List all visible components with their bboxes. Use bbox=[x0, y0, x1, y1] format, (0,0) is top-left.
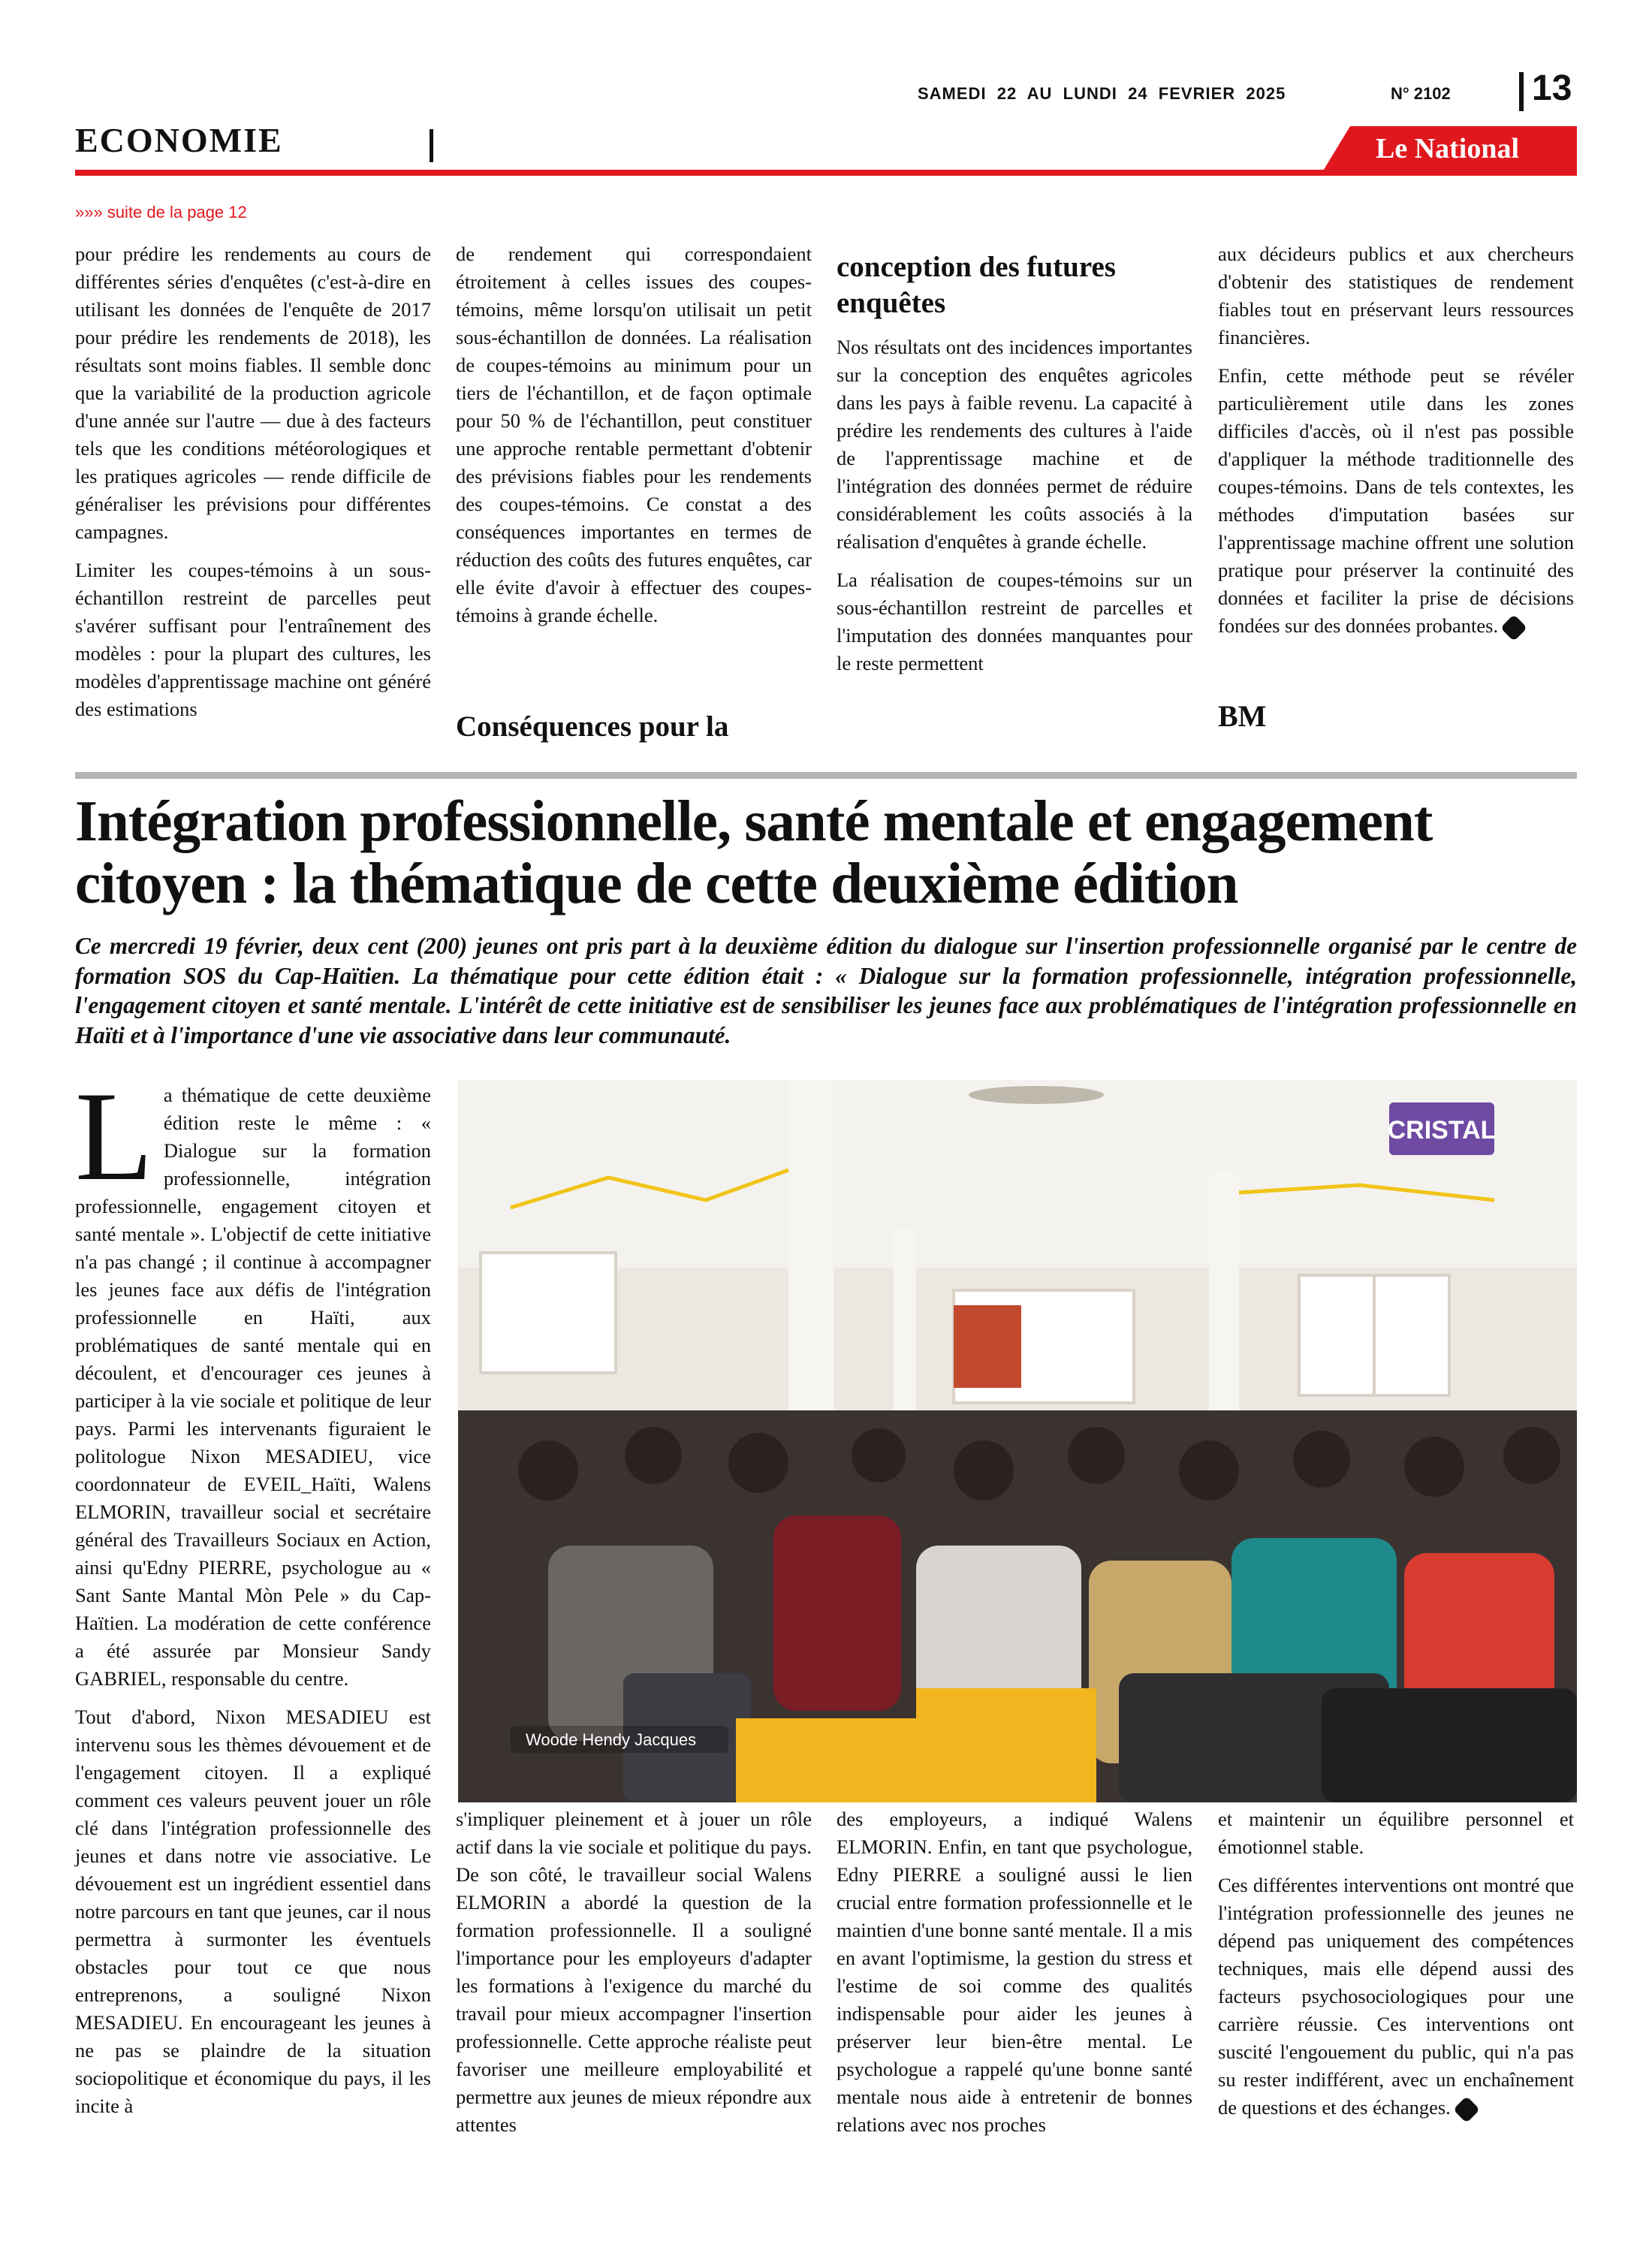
paragraph-text: Ces différentes interventions ont montré que l'intégration professionnelle des jeunes ne dépend pas uniquement des compétences techniques, mais elle dépend aussi des facteurs psychosociologiques pour une carrière réussie. Ces interventions ont suscité l'engouement du public, qui n'a pas su rester indifférent, avec un enchaînement de questions et des échanges. bbox=[1218, 1874, 1574, 2119]
article-divider bbox=[75, 772, 1577, 779]
issue-number: N° 2102 bbox=[1391, 84, 1451, 103]
drop-cap: L bbox=[75, 1066, 153, 1207]
section-title: ECONOMIE bbox=[75, 121, 283, 159]
paragraph bbox=[1218, 362, 1574, 640]
paragraph: Limiter les coupes-témoins à un sous-échantillon restreint de parcelles peut s'avérer suffisant pour l'entraînement des modèles : pour la plupart des cultures, les modèles d'apprentissage machine ont généré des estimations bbox=[75, 559, 431, 720]
subheading-part-1: Conséquences pour la bbox=[456, 710, 729, 743]
article-lede: Ce mercredi 19 février, deux cent (200) jeunes ont pris part à la deuxième édition du dialogue sur l'insertion professionnelle organisé par le centre de formation SOS du Cap-Haïtien. La thématique pour cette édition était : « Dialogue sur la formation professionnelle, intégration professionnelle, l'engagement citoyen et santé mentale. L'intérêt de cette initiative est de sensibiliser les jeunes face aux problématiques de l'intégration professionnelle en Haïti et à l'importance d'une vie associative dans leur communauté. bbox=[75, 933, 1577, 1048]
paragraph: des employeurs, a indiqué Walens ELMORIN. Enfin, en tant que psychologue, Edny PIERRE a souligné aussi le lien crucial entre formation professionnelle et le maintien d'une bonne santé mentale. Il a mis en avant l'optimisme, la gestion du stress et l'estime de soi comme des qualités indispensable pour aider les jeunes à préserver leur bien-être mental. Le psychologue a rappelé qu'une bonne santé mentale nous aide à entretenir de bonnes relations avec nos proches bbox=[837, 1808, 1192, 2136]
end-mark-icon bbox=[1500, 614, 1527, 641]
photo-watermark: CRISTAL bbox=[1387, 1116, 1497, 1145]
paragraph: et maintenir un équilibre personnel et émotionnel stable. bbox=[1218, 1808, 1574, 1858]
end-mark-icon bbox=[1453, 2096, 1480, 2123]
paragraph: Tout d'abord, Nixon MESADIEU est intervenu sous les thèmes dévouement et de l'engagement citoyen. Il a expliqué comment ces valeurs peuvent jouer un rôle clé dans l'intégration professionnelle des jeunes et dans notre vie associative. Le dévouement est un ingrédient essentiel dans notre parcours en tant que jeunes, car il nous permettra à surmonter les éventuels obstacles pour tout ce que nous entreprenons, a souligné Nixon MESADIEU. En encourageant les jeunes à ne pas se plaindre de la situation sociopolitique et économique du pays, il les incite à bbox=[75, 1706, 431, 2117]
brand-name: Le National bbox=[1376, 133, 1520, 164]
top-column-1 bbox=[75, 240, 431, 734]
paragraph: pour prédire les rendements au cours de différentes séries d'enquêtes (c'est-à-dire en utilisant les données de l'enquête de 2017 pour prédire les rendements de 2018), les résultats sont moins fiables. Il semble donc que la variabilité de la production agricole d'une année sur l'autre — due à des facteurs tels que les conditions météorologiques et les pratiques agricoles — rende difficile de généraliser les prévisions pour différentes campagnes. bbox=[75, 243, 431, 543]
main-column-1 bbox=[75, 1066, 431, 2131]
paragraph: de rendement qui correspondaient étroitement à celles issues des coupes-témoins, même lorsqu'on utilisait un petit sous-échantillon de données. La réalisation de coupes-témoins au minimum pour un tiers de l'échantillon, et de façon optimale pour 50 % de l'échantillon, peut constituer une approche rentable permettant d'obtenir des prévisions fiables pour les rendements des coupes-témoins. Ce constat a des conséquences importantes en termes de réduction des coûts des futures enquêtes, car elle évite d'avoir à effectuer des coupes-témoins à grande échelle. bbox=[456, 243, 812, 626]
paragraph-text: a thématique de cette deuxième édition reste le même : « Dialogue sur la formation professionnelle, intégration professionnelle, engagement citoyen et santé mentale ». L'objectif de cette initiative n'a pas changé ; il continue à accompagner les jeunes face aux défis de l'intégration professionnelle en Haïti, aux problématiques de santé mentale qui en découlent, et d'encourager ces jeunes à participer à la vie sociale et politique de leur pays. Parmi les intervenants figuraient le politologue Nixon MESADIEU, vice coordonnateur de EVEIL_Haïti, Walens ELMORIN, travailleur social et secrétaire général des Travailleurs Sociaux en Action, ainsi qu'Edny PIERRE, psychologue au « Sant Sante Mantal Mòn Pele » du Cap-Haïtien. La modération de cette conférence a été assurée par Monsieur Sandy GABRIEL, responsable du centre. bbox=[75, 1084, 431, 1690]
top-column-4 bbox=[1218, 240, 1574, 650]
event-photo bbox=[458, 1080, 1577, 1802]
author-signature: BM bbox=[1218, 699, 1267, 733]
issue-date: SAMEDI 22 AU LUNDI 24 FEVRIER 2025 bbox=[918, 84, 1286, 103]
top-column-3 bbox=[837, 249, 1192, 688]
photo-credit: Woode Hendy Jacques bbox=[526, 1730, 697, 1749]
paragraph: La réalisation de coupes-témoins sur un sous-échantillon restreint de parcelles et l'imputation des données manquantes pour le reste permettent bbox=[837, 569, 1192, 674]
subheading-part-2: conception des futures enquêtes bbox=[837, 251, 1116, 319]
paragraph: Nos résultats ont des incidences importantes sur la conception des enquêtes agricoles dans les pays à faible revenu. La capacité à prédire les rendements des cultures à l'aide de l'apprentissage machine et de l'intégration des données permet de réduire considérablement les coûts associés à la réalisation d'enquêtes à grande échelle. bbox=[837, 336, 1192, 553]
section-divider bbox=[430, 129, 433, 162]
paragraph: s'impliquer pleinement et à jouer un rôle actif dans la vie sociale et politique du pays. De son côté, le travailleur social Walens ELMORIN a abordé la question de la formation professionnelle. Il a souligné l'importance pour les employeurs d'adapter les formations à l'exigence du marché du travail pour mieux accompagner l'insertion professionnelle. Cette approche réaliste peut favoriser une meilleure employabilité et permettre aux jeunes de mieux répondre aux attentes bbox=[456, 1808, 812, 2136]
header-divider bbox=[1519, 72, 1524, 111]
article-headline: Intégration professionnelle, santé mentale et engagement citoyen : la thématique de cette deuxième édition bbox=[75, 789, 1433, 915]
continued-from: »»» suite de la page 12 bbox=[75, 203, 247, 222]
main-column-3 bbox=[837, 1805, 1192, 2149]
top-column-2 bbox=[456, 240, 812, 640]
page-number: 13 bbox=[1532, 68, 1572, 108]
paragraph bbox=[75, 1066, 431, 1693]
paragraph bbox=[1218, 1871, 1574, 2122]
paragraph-text: Enfin, cette méthode peut se révéler particulièrement utile dans les zones difficiles d'accès, où il n'est pas possible d'appliquer la méthode traditionnelle des coupes-témoins. Dans de tels contextes, les méthodes d'imputation basées sur l'apprentissage machine offrent une solution pratique pour préserver la continuité des données et faciliter la prise de décisions fondées sur des données probantes. bbox=[1218, 364, 1574, 637]
main-column-4 bbox=[1218, 1805, 1574, 2132]
paragraph: aux décideurs publics et aux chercheurs d'obtenir des statistiques de rendement fiables tout en préservant leurs ressources financières. bbox=[1218, 243, 1574, 348]
main-column-2 bbox=[456, 1805, 812, 2149]
